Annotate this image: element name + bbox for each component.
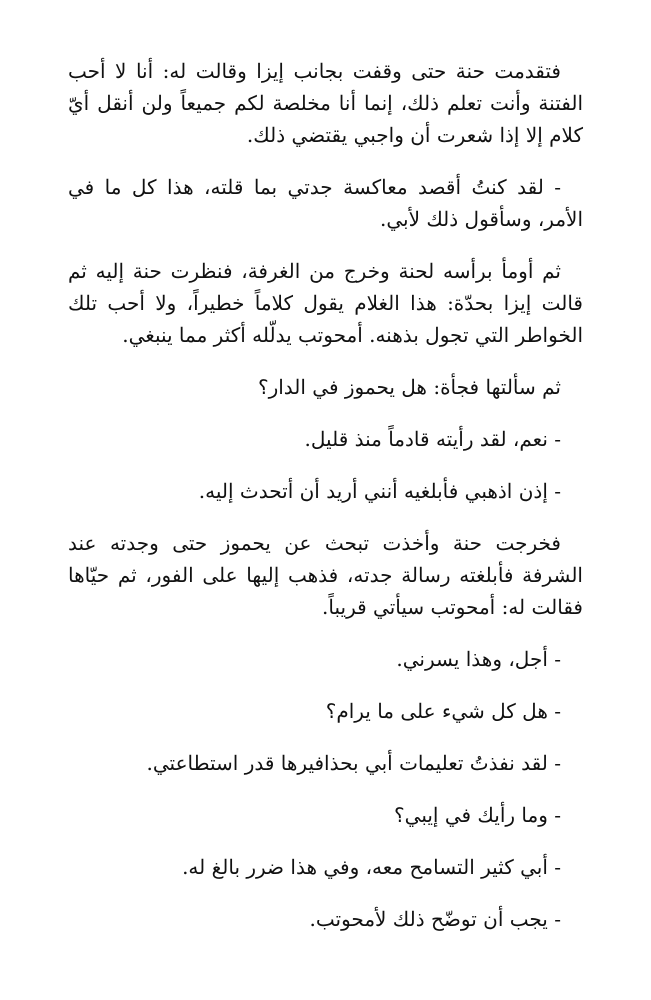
dialogue-line: - يجب أن توضّح ذلك لأمحوتب.: [309, 907, 561, 931]
dialogue-line: - وما رأيك في إيبي؟: [394, 803, 561, 827]
dialogue-line: - لقد نفذتُ تعليمات أبي بحذافيرها قدر استطاعتي.: [146, 751, 561, 775]
paragraph: فخرجت حنة وأخذت تبحث عن يحموز حتى وجدته عند الشرفة فأبلغته رسالة جدته، فذهب إليها على الفور، ثم حيّاها فقالت له: أمحوتب سيأتي قريباً.: [68, 531, 583, 619]
paragraph: ثم أومأ برأسه لحنة وخرج من الغرفة، فنظرت حنة إليه ثم قالت إيزا بحدّة: هذا الغلام يقول كلاماً خطيراً، ولا أحب تلك الخواطر التي تجول بذهنه. أمحوتب يدلّله أكثر مما ينبغي.: [68, 259, 583, 347]
dialogue-line: - أجل، وهذا يسرني.: [396, 647, 561, 671]
paragraph: ثم سألتها فجأة: هل يحموز في الدار؟: [257, 375, 561, 399]
paragraph: فتقدمت حنة حتى وقفت بجانب إيزا وقالت له: أنا لا أحب الفتنة وأنت تعلم ذلك، إنما أنا مخلصة لكم جميعاً ولن أنقل أيّ كلام إلا إذا شعرت أن واجبي يقتضي ذلك.: [68, 59, 583, 147]
dialogue-line: - أبي كثير التسامح معه، وفي هذا ضرر بالغ له.: [182, 855, 561, 879]
dialogue-line: - إذن اذهبي فأبلغيه أنني أريد أن أتحدث إليه.: [198, 479, 561, 503]
dialogue-paragraph: - لقد كنتُ أقصد معاكسة جدتي بما قلته، هذا كل ما في الأمر، وسأقول ذلك لأبي.: [68, 175, 583, 231]
dialogue-line: - هل كل شيء على ما يرام؟: [325, 699, 561, 723]
dialogue-line: - نعم، لقد رأيته قادماً منذ قليل.: [304, 427, 561, 451]
